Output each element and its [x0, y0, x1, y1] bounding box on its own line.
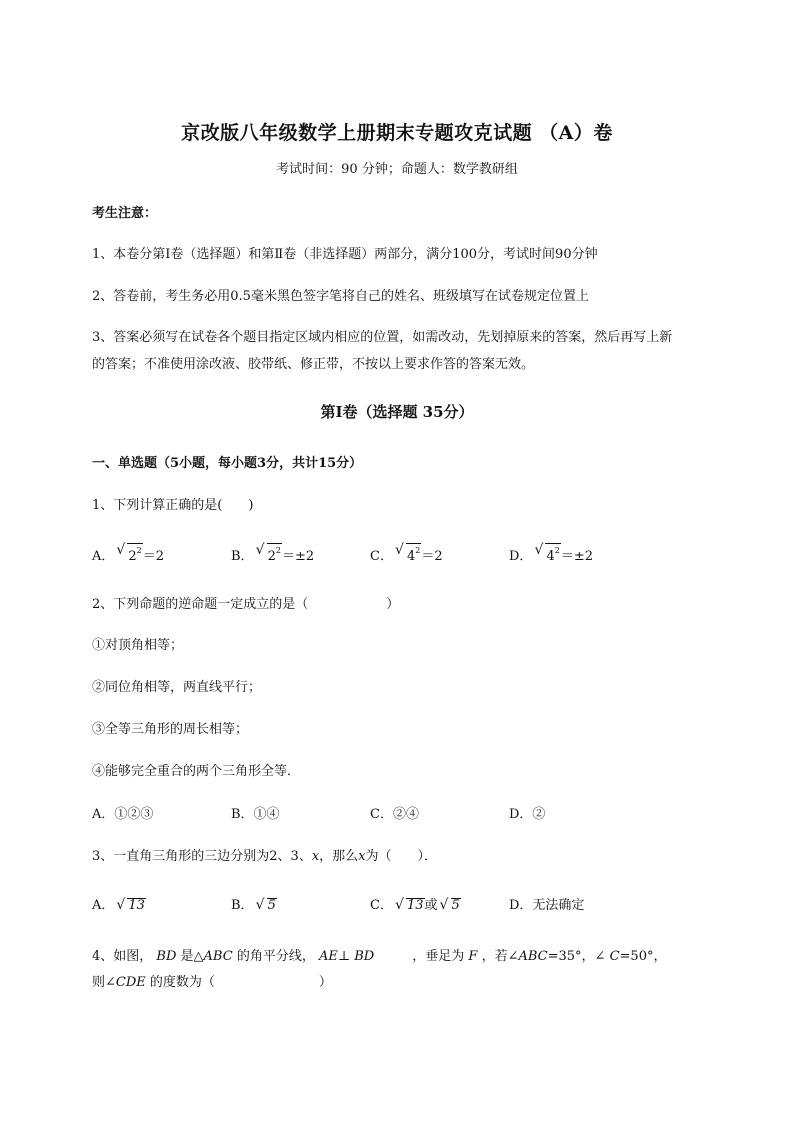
segment-bd: BD: [156, 949, 177, 964]
question-1-option-d[interactable]: [509, 543, 593, 564]
angle-c: C: [609, 949, 620, 964]
radicand: 2: [128, 549, 137, 564]
option-label: C．: [370, 549, 393, 564]
point-f: F: [468, 949, 478, 964]
segment-bd: BD: [354, 949, 375, 964]
stem-text: =50°，: [619, 949, 667, 964]
question-2-option-c[interactable]: C．②④: [370, 807, 419, 822]
notice-item: 的答案；不准使用涂改液、胶带纸、修正带，不按以上要求作答的答案无效。: [92, 357, 535, 372]
radicand: 4: [546, 549, 555, 564]
exponent: 2: [415, 546, 421, 555]
sqrt-icon: [442, 898, 461, 913]
sqrt-icon: [118, 543, 142, 564]
exponent: 2: [136, 546, 142, 555]
stem-text: 则∠: [92, 975, 116, 990]
stem-text: ，若∠: [481, 949, 519, 964]
radicand: 2: [267, 549, 276, 564]
exam-info: 考试时间：90 分钟；命题人：数学教研组: [276, 162, 518, 177]
option-rhs: ＝±2: [560, 549, 593, 564]
stem-text: 的角平分线，: [236, 949, 315, 964]
stem-text: ，那么: [319, 849, 359, 864]
stem-text: 3、一直角三角形的三边分别为2、3、: [92, 849, 312, 864]
sqrt-icon: [397, 543, 421, 564]
angle-abc: ABC: [518, 949, 548, 964]
question-1-option-a[interactable]: [92, 543, 164, 564]
question-2-stem: 2、下列命题的逆命题一定成立的是（ ）: [92, 597, 400, 612]
question-3-option-b[interactable]: [231, 894, 277, 913]
stem-text: 是△: [180, 949, 204, 964]
angle-cde: CDE: [115, 975, 146, 990]
stem-text: =35°，∠: [547, 949, 606, 964]
notice-item: 2、答卷前，考生务必用0.5毫米黑色签字笔将自己的姓名、班级填写在试卷规定位置上: [92, 289, 589, 304]
question-3-option-d[interactable]: D．无法确定: [509, 898, 585, 913]
question-1-stem: 1、下列计算正确的是( ): [92, 498, 254, 513]
radicand: 13: [128, 898, 145, 913]
question-1-option-b[interactable]: [231, 543, 314, 564]
proposition: ②同位角相等，两直线平行；: [92, 680, 262, 695]
proposition: ④能够完全重合的两个三角形全等．: [92, 764, 301, 779]
radicand: 13: [406, 898, 424, 913]
perp-symbol: ⊥: [337, 949, 351, 964]
sqrt-icon: [258, 898, 277, 913]
option-label: C．: [370, 898, 393, 913]
part-title: 第Ⅰ卷（选择题 35分）: [320, 403, 474, 421]
radicand: 5: [451, 898, 460, 913]
option-label: B．: [231, 549, 254, 564]
exponent: 2: [554, 546, 560, 555]
option-label: D．: [509, 549, 533, 564]
question-1-option-c[interactable]: [370, 543, 443, 564]
question-3-option-c[interactable]: [370, 894, 461, 913]
stem-text: 的度数为（ ）: [149, 975, 332, 990]
sqrt-icon: [397, 898, 425, 913]
or-text: 或: [424, 898, 438, 913]
option-label: A．: [92, 898, 115, 913]
notice-item: 1、本卷分第Ⅰ卷（选择题）和第Ⅱ卷（非选择题）两部分，满分100分，考试时间90分钟: [92, 247, 598, 262]
proposition: ③全等三角形的周长相等；: [92, 722, 249, 737]
triangle-abc: ABC: [203, 949, 233, 964]
sqrt-icon: [118, 898, 146, 913]
option-label: B．: [231, 898, 254, 913]
notice-item: 3、答案必须写在试卷各个题目指定区域内相应的位置，如需改动，先划掉原来的答案，然后再写上新: [92, 330, 673, 345]
radicand: 5: [267, 898, 276, 913]
notice-heading: 考生注意：: [92, 206, 158, 221]
variable: x: [311, 849, 320, 864]
option-label: A．: [92, 549, 115, 564]
option-rhs: ＝2: [421, 549, 443, 564]
segment-ae: AE: [318, 949, 338, 964]
question-4-stem: [92, 945, 666, 964]
stem-text: 4、如图，: [92, 949, 153, 964]
proposition: ①对顶角相等；: [92, 638, 184, 653]
sqrt-icon: [536, 543, 560, 564]
sqrt-icon: [258, 543, 282, 564]
question-3-option-a[interactable]: [92, 894, 146, 913]
option-rhs: ＝2: [142, 549, 165, 564]
radicand: 4: [406, 549, 416, 564]
question-4-stem-line2: [92, 971, 332, 990]
variable: x: [358, 849, 366, 864]
option-rhs: ＝±2: [281, 549, 315, 564]
stem-text: ，垂足为: [412, 949, 465, 964]
question-3-stem: [92, 845, 437, 864]
stem-text: 为（ ）．: [365, 849, 438, 864]
question-2-option-b[interactable]: B．①④: [231, 807, 280, 822]
question-2-option-a[interactable]: A．①②③: [92, 807, 154, 822]
section-heading: 一、单选题（5小题，每小题3分，共计15分）: [92, 456, 363, 471]
exponent: 2: [275, 546, 281, 555]
page-title: 京改版八年级数学上册期末专题攻克试题 （A）卷: [181, 122, 613, 144]
question-2-option-d[interactable]: D．②: [509, 807, 546, 822]
